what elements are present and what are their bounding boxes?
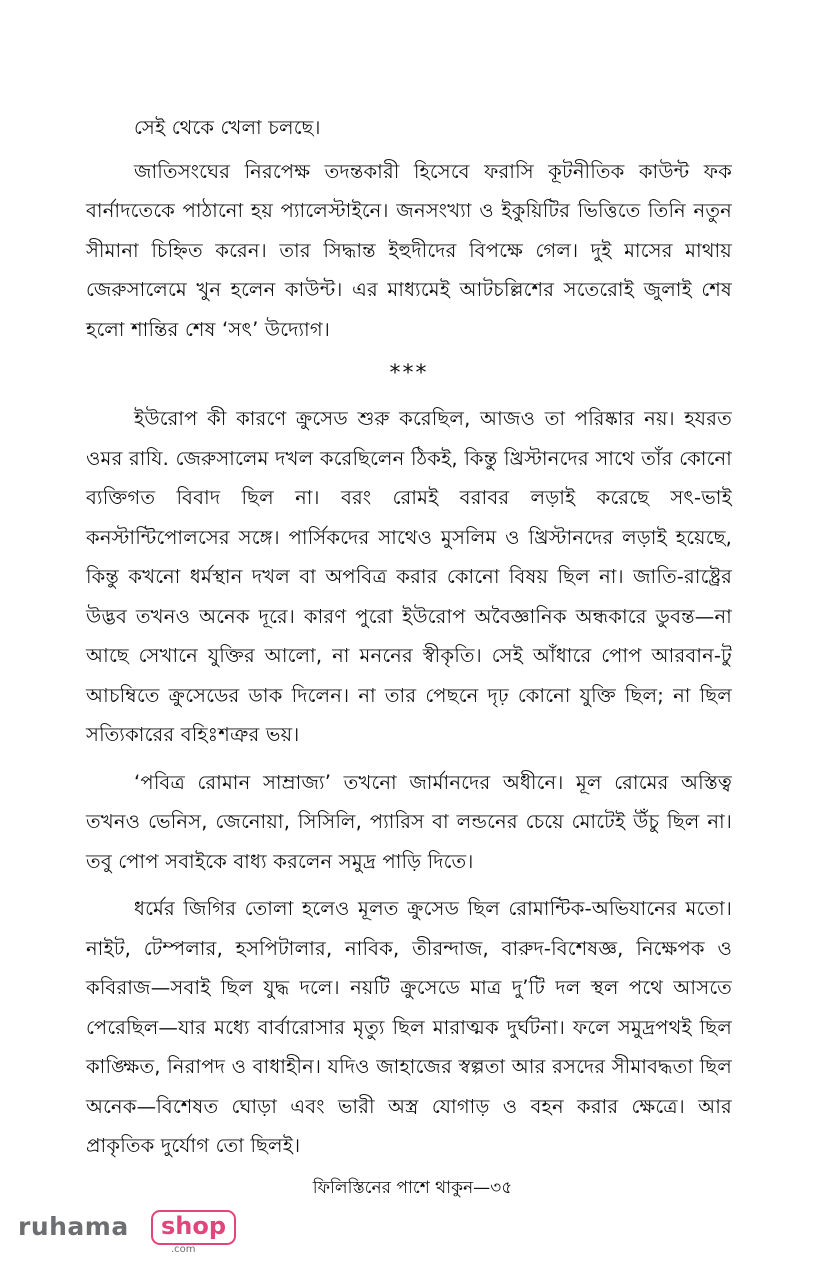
logo-shop-badge: shop [151, 1210, 236, 1245]
page-footer: ফিলিস্তিনের পাশে থাকুন—৩৫ [312, 1178, 513, 1198]
section-separator: *** [389, 361, 429, 386]
paragraph-2: জাতিসংঘের নিরপেক্ষ তদন্তকারী হিসেবে ফরাসি কূটনীতিক কাউন্ট ফক বার্নাদতেকে পাঠানো হয় প্যালেস্টাইনে। জনসংখ্যা ও ইকুয়িটির ভিত্তিতে তিনি নতুন সীমানা চিহ্নিত করেন। তার সিদ্ধান্ত ইহুদীদের বিপক্ষে গেল। দুই মাসের মাথায় জেরুসালেমে খুন হলেন কাউন্ট। এর মাধ্যমেই আটচল্লিশের সতেরোই জুলাই শেষ হলো শান্তির শেষ ‘সৎ’ উদ্যোগ। [86, 159, 732, 341]
ruhamashop-logo[interactable] [18, 1208, 228, 1256]
paragraph-4: ‘পবিত্র রোমান সাম্রাজ্য’ তখনো জার্মানদের অধীনে। মূল রোমের অস্তিত্ব তখনও ভেনিস, জেনোয়া, সিসিলি, প্যারিস বা লন্ডনের চেয়ে মোটেই উঁচু ছিল না। তবু পোপ সবাইকে বাধ্য করলেন সমুদ্র পাড়ি দিতে। [86, 770, 732, 873]
paragraph-1: সেই থেকে খেলা চলছে। [134, 116, 321, 139]
logo-domain-text: .com [171, 1244, 196, 1255]
logo-brand-text: ruhama [18, 1212, 129, 1241]
page-body [86, 108, 732, 1174]
paragraph-3: ইউরোপ কী কারণে ক্রুসেড শুরু করেছিল, আজও তা পরিষ্কার নয়। হযরত ওমর রাযি. জেরুসালেম দখল করেছিলেন ঠিকই, কিন্তু খ্রিস্টানদের সাথে তাঁর কোনো ব্যক্তিগত বিবাদ ছিল না। বরং রোমই বরাবর লড়াই করেছে সৎ-ভাই কনস্টান্টিপোলসের সঙ্গে। পার্সিকদের সাথেও মুসলিম ও খ্রিস্টানদের লড়াই হয়েছে, কিন্তু কখনো ধর্মস্থান দখল বা অপবিত্র করার কোনো বিষয় ছিল না। জাতি-রাষ্ট্রের উদ্ভব তখনও অনেক দূরে। কারণ পুরো ইউরোপ অবৈজ্ঞানিক অন্ধকারে ডুবন্ত—না আছে সেখানে যুক্তির আলো, না মননের স্বীকৃতি। সেই আঁধারে পোপ আরবান-টু আচম্বিতে ক্রুসেডের ডাক দিলেন। না তার পেছনে দৃঢ় কোনো যুক্তি ছিল; না ছিল সত্যিকারের বহিঃশত্রুর ভয়। [86, 407, 732, 746]
paragraph-5: ধর্মের জিগির তোলা হলেও মূলত ক্রুসেড ছিল রোমান্টিক-অভিযানের মতো। নাইট, টেম্পলার, হসপিটালার, নাবিক, তীরন্দাজ, বারুদ-বিশেষজ্ঞ, নিক্ষেপক ও কবিরাজ—সবাই ছিল যুদ্ধ দলে। নয়টি ক্রুসেডে মাত্র দু’টি দল স্থল পথে আসতে পেরেছিল—যার মধ্যে বার্বারোসার মৃত্যু ছিল মারাত্মক দুর্ঘটনা। ফলে সমুদ্রপথই ছিল কাঙ্ক্ষিত, নিরাপদ ও বাধাহীন। যদিও জাহাজের স্বল্পতা আর রসদের সীমাবদ্ধতা ছিল অনেক—বিশেষত ঘোড়া এবং ভারী অস্ত্র যোগাড় ও বহন করার ক্ষেত্রে। আর প্রাকৃতিক দুর্যোগ তো ছিলই। [86, 897, 732, 1157]
